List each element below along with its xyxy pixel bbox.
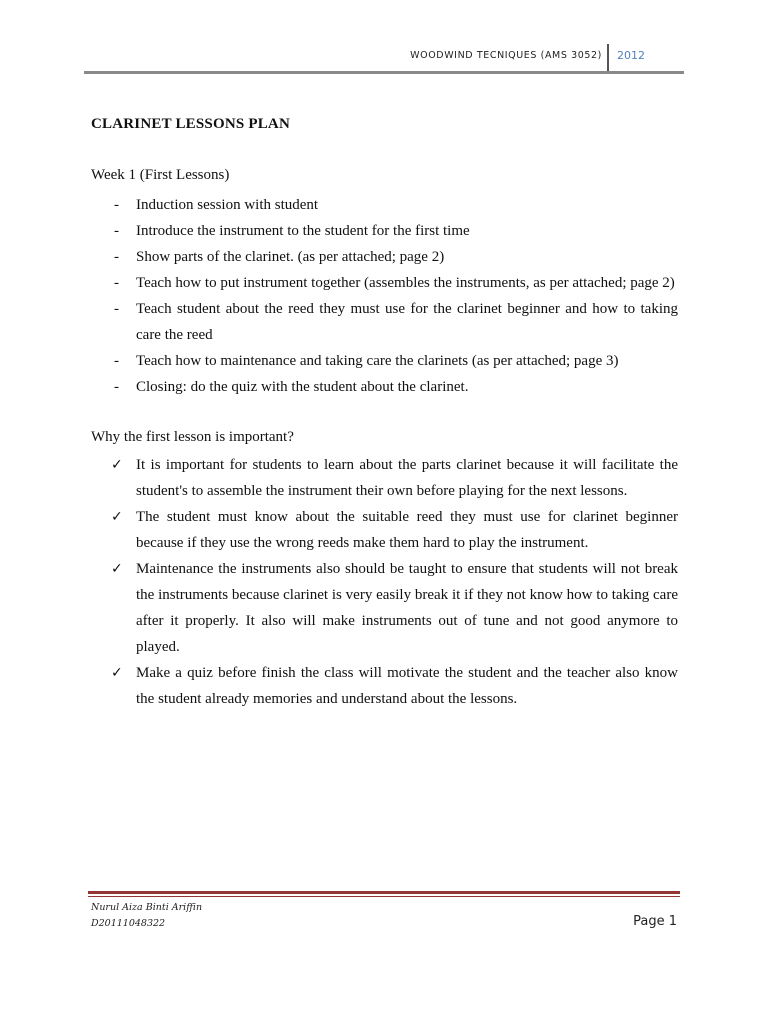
footer-author-name: Nurul Aiza Binti Ariffin	[91, 902, 203, 913]
checkmark-icon: ✓	[111, 509, 123, 525]
header-course-title: WOODWIND TECNIQUES (AMS 3052)	[410, 50, 602, 61]
footer-student-id: D20111048322	[91, 918, 166, 929]
checkmark-icon: ✓	[111, 561, 123, 577]
dash-marker: -	[114, 223, 119, 239]
dash-marker: -	[114, 275, 119, 291]
list-item	[91, 452, 678, 504]
header-rule	[84, 71, 684, 74]
week-heading: Week 1 (First Lessons)	[91, 167, 230, 183]
header-separator	[607, 44, 609, 72]
dash-marker: -	[114, 197, 119, 213]
why-heading: Why the first lesson is important?	[91, 429, 294, 445]
checkmark-icon: ✓	[111, 457, 123, 473]
list-item	[91, 504, 678, 556]
list-item-text: Closing: do the quiz with the student about the clarinet.	[136, 379, 469, 395]
checkmark-icon: ✓	[111, 665, 123, 681]
list-item	[91, 296, 678, 348]
footer-rule-thin	[88, 896, 680, 897]
list-item-text: Show parts of the clarinet. (as per attached; page 2)	[136, 249, 445, 265]
dash-marker: -	[114, 353, 119, 369]
list-item-text: Make a quiz before finish the class will motivate the student and the teacher also know the student already memories and understand about the lessons.	[136, 665, 678, 707]
dash-marker: -	[114, 379, 119, 395]
list-item	[91, 660, 678, 712]
list-item-text: The student must know about the suitable reed they must use for clarinet beginner because if they use the wrong reeds make them hard to play the instrument.	[136, 509, 678, 551]
why-list	[91, 452, 678, 712]
list-item-text: Maintenance the instruments also should be taught to ensure that students will not break the instruments because clarinet is very easily break it if they not know how to taking care after it properly. It also will make instruments out of tune and not good anymore to played.	[136, 561, 678, 655]
footer-rule	[88, 891, 680, 894]
list-item-text: Teach how to put instrument together (assembles the instruments, as per attached; page 2)	[136, 275, 675, 291]
dash-marker: -	[114, 249, 119, 265]
list-item-text: Teach how to maintenance and taking care the clarinets (as per attached; page 3)	[136, 353, 619, 369]
week-list	[91, 192, 678, 400]
list-item	[91, 218, 678, 244]
list-item-text: It is important for students to learn about the parts clarinet because it will facilitate the student's to assemble the instrument their own before playing for the next lessons.	[136, 457, 678, 499]
page-number: Page 1	[633, 914, 677, 929]
list-item-text: Induction session with student	[136, 197, 319, 213]
document-title: CLARINET LESSONS PLAN	[91, 116, 290, 132]
list-item	[91, 374, 678, 400]
list-item	[91, 192, 678, 218]
list-item-text: Teach student about the reed they must use for the clarinet beginner and how to taking care the reed	[136, 301, 678, 343]
list-item-text: Introduce the instrument to the student for the first time	[136, 223, 470, 239]
list-item	[91, 348, 678, 374]
dash-marker: -	[114, 301, 119, 317]
list-item	[91, 556, 678, 660]
list-item	[91, 270, 678, 296]
list-item	[91, 244, 678, 270]
header-year: 2012	[617, 49, 645, 62]
